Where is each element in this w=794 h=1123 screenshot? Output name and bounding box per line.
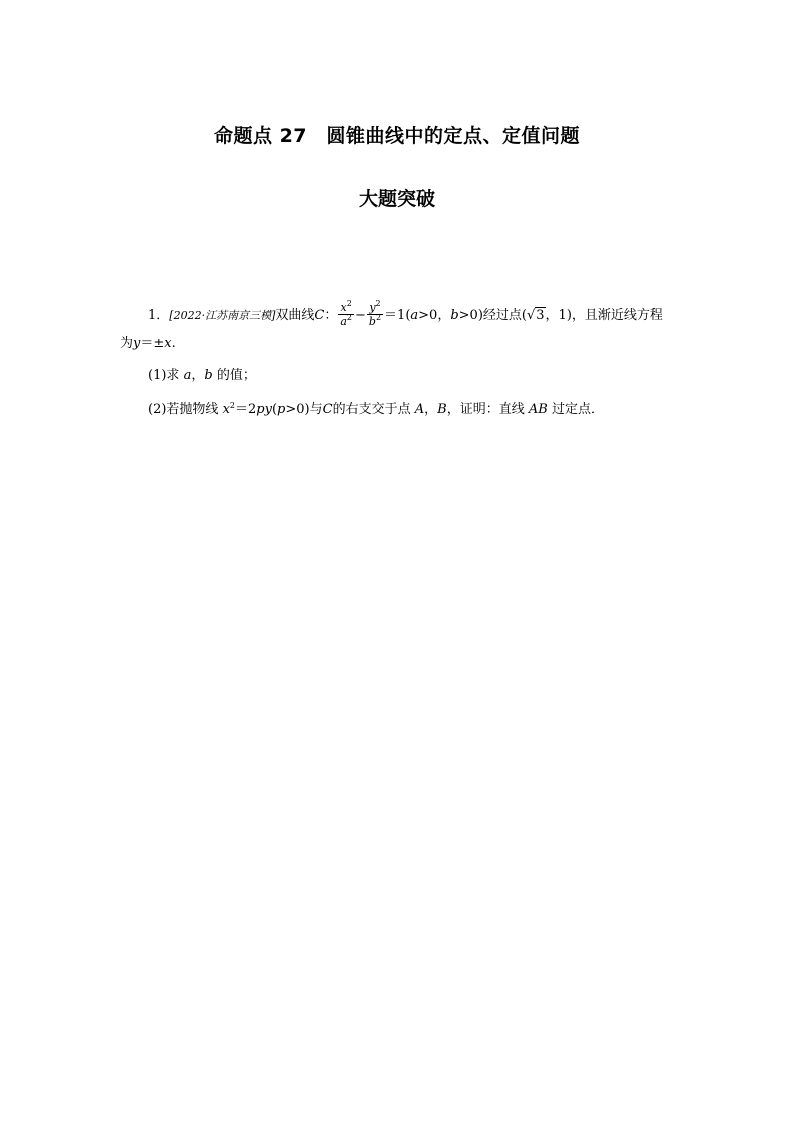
asymptote-y: y (133, 336, 141, 351)
part2-mid: 的右支交于点 (332, 402, 411, 417)
part2-p: p (277, 402, 286, 417)
frac2-num-exponent: 2 (375, 299, 381, 308)
asymptote-x: x (164, 336, 172, 351)
part1-a: a (183, 368, 192, 383)
frac1-denominator: a (340, 315, 347, 328)
frac2-den-exponent: 2 (375, 313, 382, 322)
part2-comma: ， (424, 402, 438, 417)
part2-A: A (414, 402, 425, 417)
part1-b: b (204, 368, 213, 383)
problem-source: [2022·江苏南京三模] (169, 309, 276, 322)
condition-a-var: a (410, 308, 419, 323)
problem-part-1 (148, 366, 256, 386)
point-rest: ，1)，且渐近线方程 (545, 308, 663, 323)
problem-number: 1． (148, 308, 170, 323)
part2-AB: AB (528, 402, 548, 417)
frac1-den-exponent: 2 (346, 313, 352, 322)
problem-part-2 (148, 400, 604, 420)
part1-label: (1)求 (148, 368, 180, 383)
part1-tail: 的值； (216, 368, 256, 383)
part2-B: B (437, 402, 447, 417)
part2-x: x (222, 402, 230, 417)
section-subtitle: 大题突破 (358, 188, 435, 210)
part2-C: C (322, 402, 333, 417)
condition-a: >0， (418, 308, 451, 323)
frac1-num-exponent: 2 (346, 299, 352, 308)
sqrt-argument: 3 (536, 308, 545, 323)
line2-end: . (171, 336, 176, 351)
fraction-y2-b2 (367, 301, 383, 328)
colon: ： (324, 308, 338, 323)
part2-cond: >0)与 (285, 402, 323, 417)
part2-paren-open: ( (271, 402, 278, 417)
part2-py: py (256, 402, 272, 417)
line2-prefix: 为 (120, 336, 134, 351)
part1-sep: ， (191, 368, 205, 383)
sqrt-symbol: √ (526, 308, 536, 323)
problem-line-2 (120, 334, 176, 354)
problem-line-1 (148, 299, 663, 329)
part2-exponent: 2 (229, 401, 235, 410)
part2-mid2: ，证明：直线 (446, 402, 525, 417)
problem-text-1: 双曲线 (275, 308, 315, 323)
condition-b: >0)经过点( (458, 308, 527, 323)
frac2-denominator: b (368, 315, 376, 328)
part2-tail: 过定点． (551, 402, 604, 417)
curve-variable: C (314, 308, 325, 323)
frac2-numerator: y (369, 301, 376, 314)
asymptote-equals: ＝± (140, 336, 165, 351)
page-title: 命题点 27 圆锥曲线中的定点、定值问题 (213, 125, 581, 147)
part2-eq: ＝2 (235, 402, 257, 417)
frac1-numerator: x (340, 301, 347, 314)
fraction-x2-a2 (338, 301, 354, 328)
equals-one: ＝1( (384, 308, 411, 323)
sqrt-three (527, 306, 546, 326)
condition-b-var: b (450, 308, 459, 323)
minus-sign: − (355, 308, 366, 323)
part2-label: (2)若抛物线 (148, 402, 219, 417)
